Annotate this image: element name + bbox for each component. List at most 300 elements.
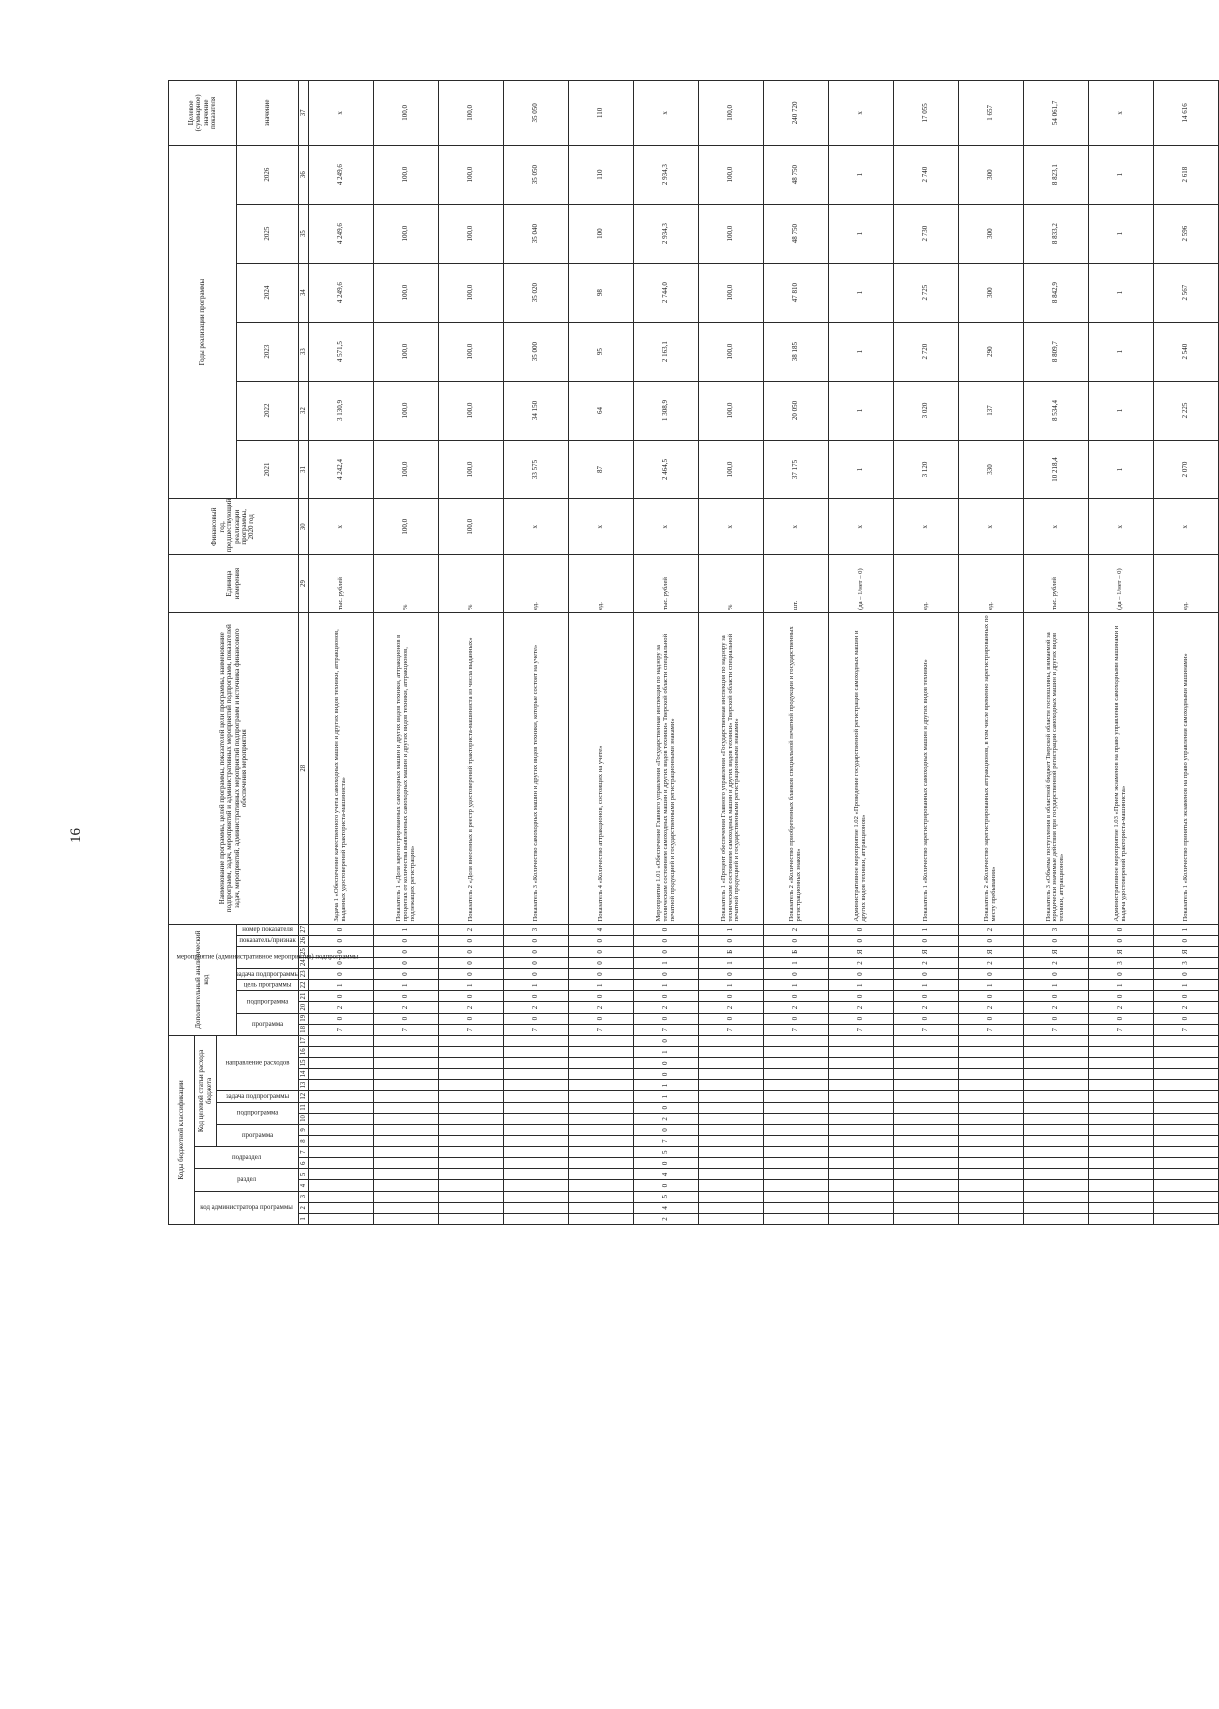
code-cell (1023, 1047, 1088, 1058)
code-cell (699, 1080, 764, 1091)
code-cell (764, 1191, 829, 1202)
code-cell: 2 (764, 924, 829, 935)
code-cell (504, 1047, 569, 1058)
code-cell (374, 1091, 439, 1102)
column-index-5: 5 (299, 1169, 309, 1180)
code-cell (699, 1058, 764, 1069)
row-value-2024: 35 020 (504, 263, 569, 322)
code-cell: 0 (634, 946, 699, 957)
code-cell: 0 (958, 969, 1023, 980)
row-value-2020: x (309, 499, 374, 555)
header-subsection: подраздел (195, 1147, 299, 1169)
code-cell (829, 1158, 894, 1169)
code-cell: 0 (764, 969, 829, 980)
code-cell (374, 1147, 439, 1158)
code-cell (1023, 1080, 1088, 1091)
row-value-2023: 95 (569, 322, 634, 381)
column-index-23: 23 (299, 969, 309, 980)
code-cell (439, 1213, 504, 1224)
code-cell: 0 (504, 991, 569, 1002)
table-row (374, 81, 439, 1225)
row-target: x (1088, 81, 1153, 146)
code-cell: 7 (439, 1024, 504, 1035)
code-cell (1023, 1069, 1088, 1080)
header-years: Годы реализации программы (169, 145, 237, 499)
code-cell: 0 (699, 1013, 764, 1024)
table-row (504, 81, 569, 1225)
code-cell (309, 1180, 374, 1191)
code-cell: 0 (1088, 991, 1153, 1002)
row-value-2025: 300 (958, 204, 1023, 263)
row-value-2021: 100,0 (374, 440, 439, 499)
code-cell (439, 1180, 504, 1191)
code-cell (569, 1136, 634, 1147)
code-cell: 0 (374, 935, 439, 946)
code-cell: 0 (374, 946, 439, 957)
row-value-2024: 2 567 (1153, 263, 1218, 322)
code-cell: 0 (634, 1058, 699, 1069)
code-cell: 0 (309, 969, 374, 980)
code-cell (439, 1136, 504, 1147)
row-unit: % (439, 555, 504, 613)
row-value-2021: 4 242,4 (309, 440, 374, 499)
code-cell (374, 1136, 439, 1147)
code-cell (439, 1124, 504, 1135)
code-cell (829, 1169, 894, 1180)
row-value-2020: x (893, 499, 958, 555)
code-cell (439, 1169, 504, 1180)
code-cell (1088, 1124, 1153, 1135)
row-target: 240 720 (764, 81, 829, 146)
table-row (569, 81, 634, 1225)
code-cell (569, 1080, 634, 1091)
row-target: x (309, 81, 374, 146)
code-cell: 1 (699, 980, 764, 991)
code-cell: 0 (1088, 924, 1153, 935)
row-value-2026: 100,0 (374, 145, 439, 204)
code-cell (829, 1058, 894, 1069)
column-index-37: 37 (299, 81, 309, 146)
column-index-25: 25 (299, 946, 309, 957)
code-cell: 0 (893, 935, 958, 946)
code-cell (439, 1158, 504, 1169)
code-cell (699, 1102, 764, 1113)
column-index-26: 26 (299, 935, 309, 946)
column-index-7: 7 (299, 1147, 309, 1158)
code-cell: 2 (439, 1002, 504, 1013)
row-value-2026: 2 934,3 (634, 145, 699, 204)
row-value-2026: 35 050 (504, 145, 569, 204)
row-value-2020: x (1088, 499, 1153, 555)
code-cell (958, 1158, 1023, 1169)
row-value-2025: 100,0 (699, 204, 764, 263)
row-value-2022: 100,0 (374, 381, 439, 440)
code-cell (1023, 1213, 1088, 1224)
code-cell: 1 (634, 1080, 699, 1091)
code-cell (893, 1169, 958, 1180)
column-index-22: 22 (299, 980, 309, 991)
code-cell: 0 (634, 1180, 699, 1191)
row-value-2026: 2 618 (1153, 145, 1218, 204)
row-value-2023: 35 000 (504, 322, 569, 381)
row-value-2023: 4 571,5 (309, 322, 374, 381)
code-cell (309, 1147, 374, 1158)
code-cell (764, 1180, 829, 1191)
row-value-2022: 1 (1088, 381, 1153, 440)
code-cell (309, 1091, 374, 1102)
code-cell (958, 1202, 1023, 1213)
code-cell: 7 (309, 1024, 374, 1035)
code-cell (699, 1035, 764, 1046)
row-value-2024: 100,0 (374, 263, 439, 322)
row-value-2022: 8 534,4 (1023, 381, 1088, 440)
code-cell (374, 1124, 439, 1135)
table-row (1153, 81, 1218, 1225)
row-value-2024: 300 (958, 263, 1023, 322)
row-value-2020: x (569, 499, 634, 555)
code-cell: 1 (829, 980, 894, 991)
code-cell: 0 (829, 924, 894, 935)
code-cell: 0 (1023, 969, 1088, 980)
code-cell (1088, 1213, 1153, 1224)
code-cell: 2 (958, 924, 1023, 935)
code-cell (569, 1202, 634, 1213)
code-cell: 0 (439, 957, 504, 968)
column-index-28: 28 (299, 612, 309, 924)
row-value-2022: 20 050 (764, 381, 829, 440)
code-cell (439, 1091, 504, 1102)
code-cell (699, 1180, 764, 1191)
code-cell (1153, 1136, 1218, 1147)
code-cell (569, 1058, 634, 1069)
row-name: Показатель 1 «Количество принятых экзаменов на право управления самоходными машинами» (1153, 612, 1218, 924)
code-cell: 0 (829, 991, 894, 1002)
code-cell: Я (893, 946, 958, 957)
code-cell: 0 (439, 969, 504, 980)
code-cell (1153, 1035, 1218, 1046)
code-cell: 1 (699, 957, 764, 968)
row-name: Мероприятие 1.01 «Обеспечение Главного управления «Государственная инспекция по надзору за техническим состоянием самоходных машин и других видов техники» Тверской области специальной печатной продукцией и государственными регистрационными знаками» (634, 612, 699, 924)
row-value-2022: 2 225 (1153, 381, 1218, 440)
code-cell (504, 1169, 569, 1180)
row-unit: (да – 1/нет – 0) (1088, 555, 1153, 613)
header-program: программа (217, 1124, 299, 1146)
header-year-2022: 2022 (237, 381, 299, 440)
code-cell: 0 (958, 991, 1023, 1002)
header-expense-direction: направление расходов (217, 1035, 299, 1091)
code-cell (1088, 1080, 1153, 1091)
table-row (1023, 81, 1088, 1225)
code-cell: Я (829, 946, 894, 957)
code-cell (893, 1080, 958, 1091)
code-cell (764, 1069, 829, 1080)
code-cell: 0 (829, 935, 894, 946)
code-cell: Б (764, 946, 829, 957)
code-cell (893, 1213, 958, 1224)
row-value-2026: 2 740 (893, 145, 958, 204)
table-row (829, 81, 894, 1225)
code-cell (569, 1191, 634, 1202)
header-add-indicator-type: показатель/признак (237, 935, 299, 946)
row-unit: ед. (569, 555, 634, 613)
header-name: Наименование программы, целей программы, показателей цели программы, наименование подпрограмм, задач, мероприятий и административных мероприятий подпрограмм, показателей задач, мероприятий, административных мероприятий подпрограмм и источника финансового обеспечения мероприятия (169, 612, 299, 924)
code-cell (374, 1158, 439, 1169)
code-cell (764, 1124, 829, 1135)
code-cell (504, 1158, 569, 1169)
row-value-2025: 4 249,6 (309, 204, 374, 263)
code-cell (1088, 1113, 1153, 1124)
code-cell (958, 1147, 1023, 1158)
code-cell (1088, 1202, 1153, 1213)
code-cell: 2 (634, 1113, 699, 1124)
code-cell: 0 (504, 957, 569, 968)
row-target: 100,0 (439, 81, 504, 146)
code-cell (893, 1202, 958, 1213)
code-cell: 7 (829, 1024, 894, 1035)
code-cell (1023, 1102, 1088, 1113)
code-cell (504, 1202, 569, 1213)
code-cell (439, 1069, 504, 1080)
code-cell (958, 1113, 1023, 1124)
code-cell (1023, 1191, 1088, 1202)
table-body (309, 81, 1219, 1225)
code-cell: 3 (1153, 957, 1218, 968)
header-year-2023: 2023 (237, 322, 299, 381)
code-cell (699, 1147, 764, 1158)
code-cell: 5 (634, 1147, 699, 1158)
column-index-8: 8 (299, 1136, 309, 1147)
code-cell (1023, 1202, 1088, 1213)
column-index-17: 17 (299, 1035, 309, 1046)
code-cell: 0 (1153, 935, 1218, 946)
column-index-14: 14 (299, 1069, 309, 1080)
header-budget-classification: Коды бюджетной классификации (169, 1035, 195, 1224)
code-cell: 1 (634, 1091, 699, 1102)
code-cell: 0 (634, 1035, 699, 1046)
code-cell: 2 (699, 1002, 764, 1013)
code-cell: 1 (634, 980, 699, 991)
code-cell: 1 (893, 924, 958, 935)
code-cell: 1 (699, 924, 764, 935)
header-additional-code: Дополнительный аналитический код (169, 924, 237, 1035)
row-value-2025: 48 750 (764, 204, 829, 263)
row-name: Показатель 1 «Процент обеспечения Главного управления «Государственная инспекция по надзору за техническим состоянием самоходных машин и других видов техники» Тверской области специальной печатной продукцией и государственными регистрационными знаками» (699, 612, 764, 924)
code-cell (504, 1180, 569, 1191)
code-cell: 0 (634, 991, 699, 1002)
row-value-2024: 4 249,6 (309, 263, 374, 322)
code-cell: 0 (439, 991, 504, 1002)
code-cell (958, 1069, 1023, 1080)
code-cell (504, 1136, 569, 1147)
row-value-2021: 2 070 (1153, 440, 1218, 499)
code-cell: 0 (309, 946, 374, 957)
code-cell: 0 (374, 1013, 439, 1024)
column-index-11: 11 (299, 1102, 309, 1113)
row-value-2024: 2 725 (893, 263, 958, 322)
code-cell (893, 1035, 958, 1046)
code-cell (374, 1180, 439, 1191)
header-add-task: задача подпрограммы (237, 969, 299, 980)
code-cell: 2 (1088, 1002, 1153, 1013)
row-value-2024: 47 810 (764, 263, 829, 322)
code-cell: 4 (634, 1169, 699, 1180)
row-value-2022: 100,0 (699, 381, 764, 440)
code-cell (374, 1047, 439, 1058)
column-index-20: 20 (299, 1002, 309, 1013)
code-cell: 0 (504, 935, 569, 946)
code-cell (764, 1080, 829, 1091)
code-cell (829, 1191, 894, 1202)
code-cell: 0 (569, 991, 634, 1002)
code-cell (1153, 1069, 1218, 1080)
code-cell (893, 1113, 958, 1124)
code-cell: 0 (569, 969, 634, 980)
row-unit: ед. (1153, 555, 1218, 613)
code-cell: 0 (504, 946, 569, 957)
code-cell: 0 (1023, 1013, 1088, 1024)
row-value-2020: 100,0 (374, 499, 439, 555)
code-cell (893, 1147, 958, 1158)
row-value-2020: x (829, 499, 894, 555)
column-index-12: 12 (299, 1091, 309, 1102)
code-cell: 0 (634, 935, 699, 946)
code-cell: 0 (569, 1013, 634, 1024)
code-cell (699, 1047, 764, 1058)
code-cell: 7 (893, 1024, 958, 1035)
code-cell: 2 (958, 1002, 1023, 1013)
code-cell (569, 1180, 634, 1191)
row-value-2020: x (634, 499, 699, 555)
code-cell (1088, 1047, 1153, 1058)
code-cell (1153, 1047, 1218, 1058)
code-cell (1023, 1058, 1088, 1069)
column-index-1: 1 (299, 1213, 309, 1224)
row-value-2025: 2 934,3 (634, 204, 699, 263)
code-cell (374, 1213, 439, 1224)
row-value-2022: 64 (569, 381, 634, 440)
code-cell: 0 (504, 1013, 569, 1024)
code-cell (829, 1102, 894, 1113)
code-cell (699, 1202, 764, 1213)
code-cell: 0 (634, 1102, 699, 1113)
code-cell (1023, 1035, 1088, 1046)
row-value-2025: 2 596 (1153, 204, 1218, 263)
code-cell: 1 (1023, 980, 1088, 991)
row-value-2025: 2 730 (893, 204, 958, 263)
code-cell (309, 1169, 374, 1180)
code-cell: 7 (569, 1024, 634, 1035)
code-cell: 0 (1088, 969, 1153, 980)
code-cell (829, 1113, 894, 1124)
code-cell (439, 1113, 504, 1124)
row-unit: тыс. рублей (634, 555, 699, 613)
code-cell (1153, 1191, 1218, 1202)
code-cell (504, 1091, 569, 1102)
code-cell (374, 1069, 439, 1080)
header-add-program: программа (237, 1013, 299, 1035)
column-index-21: 21 (299, 991, 309, 1002)
row-value-2021: 1 (1088, 440, 1153, 499)
column-index-33: 33 (299, 322, 309, 381)
code-cell (374, 1058, 439, 1069)
code-cell (439, 1147, 504, 1158)
code-cell (893, 1124, 958, 1135)
row-value-2024: 98 (569, 263, 634, 322)
code-cell (764, 1113, 829, 1124)
code-cell (439, 1102, 504, 1113)
row-value-2026: 8 823,1 (1023, 145, 1088, 204)
column-index-34: 34 (299, 263, 309, 322)
code-cell (309, 1102, 374, 1113)
code-cell: 0 (829, 969, 894, 980)
code-cell: 0 (1023, 935, 1088, 946)
code-cell (1088, 1069, 1153, 1080)
code-cell: 7 (634, 1024, 699, 1035)
row-value-2026: 100,0 (699, 145, 764, 204)
row-unit: тыс. рублей (1023, 555, 1088, 613)
code-cell: 2 (504, 1002, 569, 1013)
code-cell (893, 1047, 958, 1058)
code-cell: 0 (504, 969, 569, 980)
code-cell: 2 (1023, 957, 1088, 968)
column-index-2: 2 (299, 1202, 309, 1213)
row-value-2025: 1 (1088, 204, 1153, 263)
code-cell (764, 1202, 829, 1213)
code-cell (829, 1035, 894, 1046)
code-cell: 0 (699, 969, 764, 980)
code-cell: 2 (634, 1002, 699, 1013)
code-cell (1023, 1113, 1088, 1124)
table-row (958, 81, 1023, 1225)
code-cell (1153, 1180, 1218, 1191)
code-cell (374, 1169, 439, 1180)
code-cell (309, 1113, 374, 1124)
code-cell (1023, 1158, 1088, 1169)
header-fin-year: Финансовый год, предшествующий реализации программы, 2020 год (169, 499, 299, 555)
code-cell: 0 (309, 991, 374, 1002)
code-cell (504, 1058, 569, 1069)
code-cell (439, 1191, 504, 1202)
row-value-2024: 1 (829, 263, 894, 322)
code-cell (764, 1091, 829, 1102)
code-cell: 2 (829, 1002, 894, 1013)
code-cell: 0 (958, 935, 1023, 946)
code-cell (958, 1191, 1023, 1202)
header-target-total: Целевое (суммарное) значение показателя (169, 81, 237, 146)
column-index-9: 9 (299, 1124, 309, 1135)
code-cell (958, 1124, 1023, 1135)
code-cell (439, 1035, 504, 1046)
row-value-2025: 8 833,2 (1023, 204, 1088, 263)
row-value-2023: 100,0 (374, 322, 439, 381)
code-cell (958, 1080, 1023, 1091)
code-cell (504, 1147, 569, 1158)
code-cell (1153, 1058, 1218, 1069)
code-cell: Я (1153, 946, 1218, 957)
code-cell (699, 1191, 764, 1202)
code-cell: 2 (374, 1002, 439, 1013)
code-cell (764, 1136, 829, 1147)
code-cell (504, 1113, 569, 1124)
code-cell (699, 1136, 764, 1147)
code-cell: 0 (1153, 1013, 1218, 1024)
code-cell (1088, 1102, 1153, 1113)
row-value-2023: 38 185 (764, 322, 829, 381)
code-cell: 1 (764, 957, 829, 968)
code-cell: 0 (439, 935, 504, 946)
code-cell: 0 (893, 969, 958, 980)
code-cell (958, 1136, 1023, 1147)
